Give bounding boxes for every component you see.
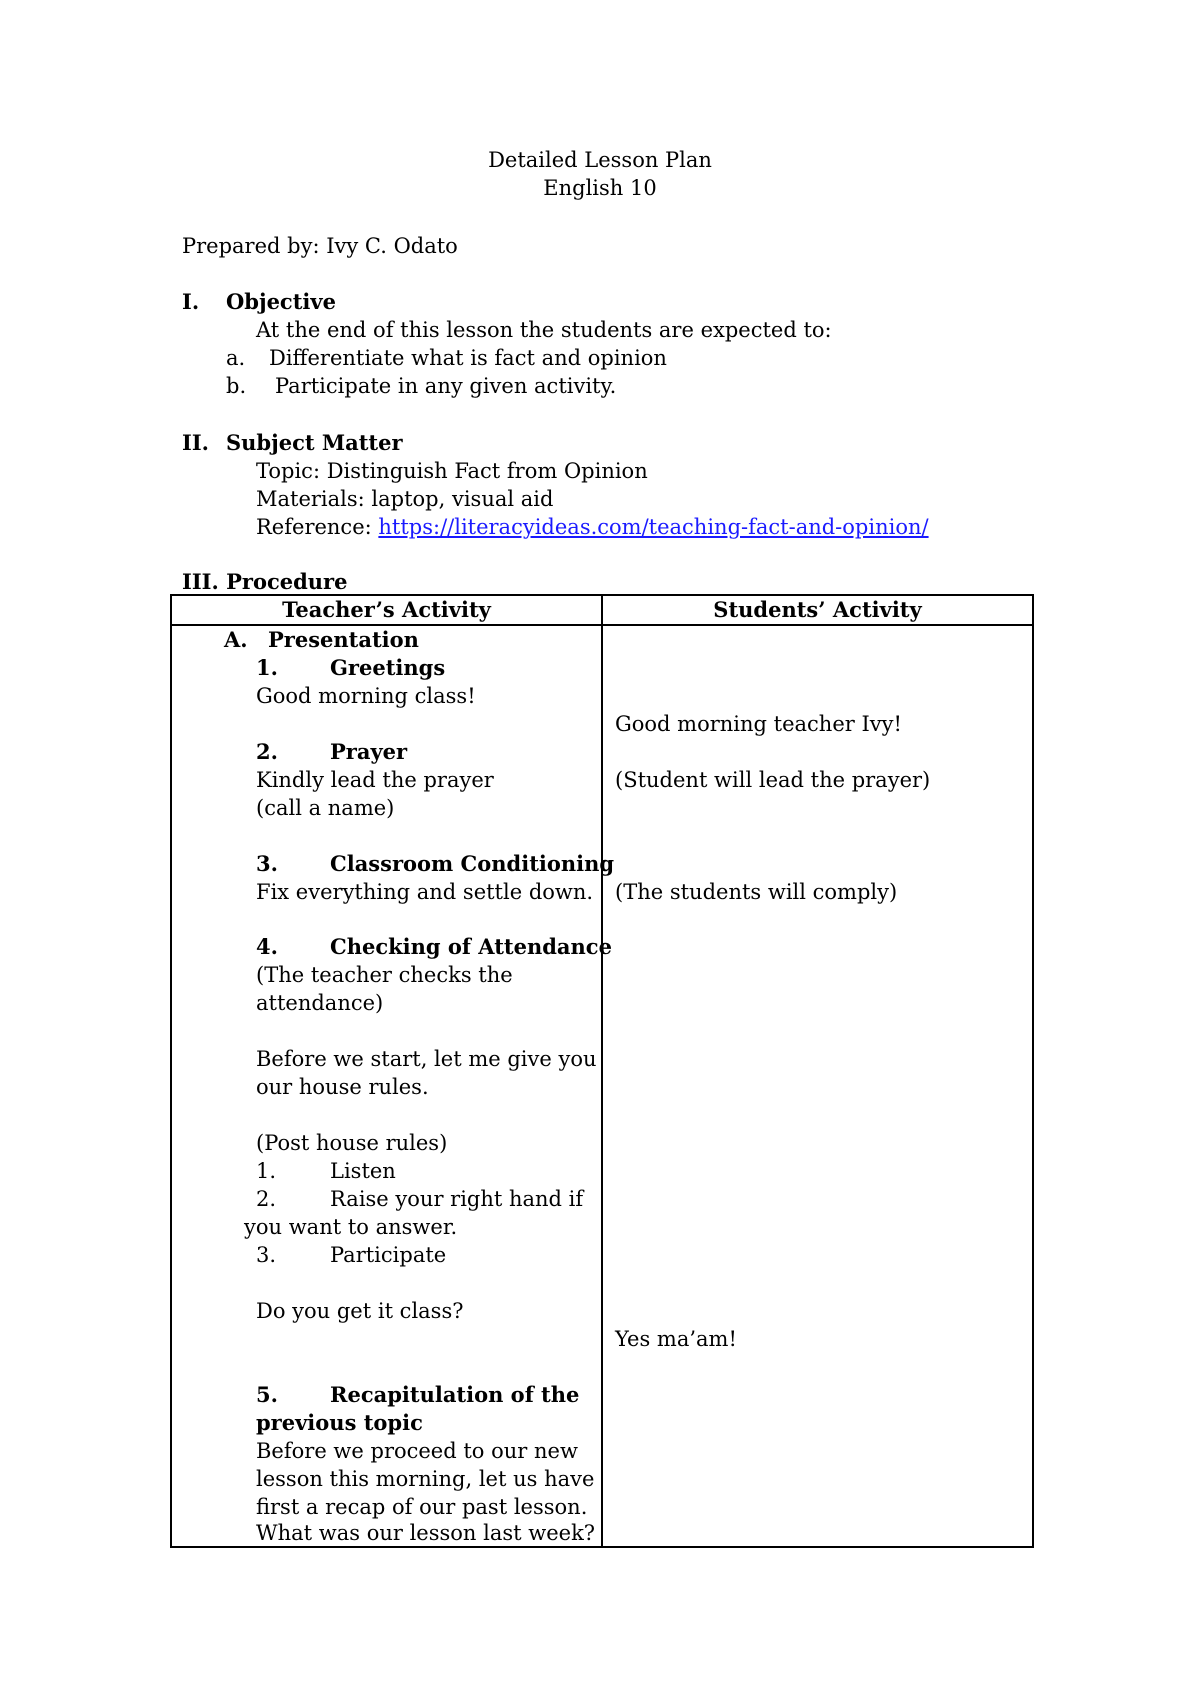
teacher-line: (Post house rules) xyxy=(256,1131,448,1155)
teacher-line: Kindly lead the prayer xyxy=(256,768,494,792)
rule-number: 2. xyxy=(256,1187,277,1211)
teacher-line: Fix everything and settle down. xyxy=(256,880,594,904)
step-number: 2. xyxy=(256,739,278,764)
step-number: 5. xyxy=(256,1382,278,1407)
step-title: Greetings xyxy=(330,655,446,680)
step-title: Classroom Conditioning xyxy=(330,851,615,876)
topic-line: Topic: Distinguish Fact from Opinion xyxy=(256,459,648,483)
prepared-by: Prepared by: Ivy C. Odato xyxy=(182,234,458,258)
step-title: Recapitulation of the xyxy=(330,1382,580,1407)
document-title: Detailed Lesson Plan xyxy=(488,148,712,172)
rule-text: Participate xyxy=(330,1243,447,1267)
column-header-teacher: Teacher’s Activity xyxy=(171,595,602,625)
rule-text: Listen xyxy=(330,1159,396,1183)
section-numeral-objective: I. xyxy=(182,289,200,314)
step-number: 3. xyxy=(256,851,278,876)
section-numeral-subject-matter: II. xyxy=(182,430,209,455)
teacher-line: our house rules. xyxy=(256,1075,429,1099)
objective-item-marker: a. xyxy=(226,346,246,370)
table-row xyxy=(171,625,1033,1547)
reference-line xyxy=(256,513,929,541)
rule-number: 3. xyxy=(256,1243,277,1267)
section-numeral-procedure xyxy=(182,568,347,596)
step-title: Checking of Attendance xyxy=(330,934,612,959)
rule-text: you want to answer. xyxy=(244,1215,458,1239)
reference-link[interactable]: https://literacyideas.com/teaching-fact-and-opinion/ xyxy=(378,515,929,539)
rule-number: 1. xyxy=(256,1159,277,1183)
materials-line: Materials: laptop, visual aid xyxy=(256,487,554,511)
step-number: 1. xyxy=(256,655,278,680)
step-number: 4. xyxy=(256,934,278,959)
column-header-students: Students’ Activity xyxy=(602,595,1033,625)
student-line: Good morning teacher Ivy! xyxy=(615,712,902,736)
section-marker: A. xyxy=(224,627,248,652)
rule-text: Raise your right hand if xyxy=(330,1187,584,1211)
step-title: Prayer xyxy=(330,739,408,764)
section-label: Presentation xyxy=(268,627,419,652)
teacher-line: Before we start, let me give you xyxy=(256,1047,597,1071)
teacher-line: Before we proceed to our new xyxy=(256,1439,578,1463)
objective-item: Participate in any given activity. xyxy=(275,374,617,398)
document-subject: English 10 xyxy=(543,176,657,200)
reference-label: Reference: xyxy=(256,515,379,539)
teacher-line: Good morning class! xyxy=(256,684,476,708)
students-activity-cell xyxy=(602,625,1033,1547)
section-heading-procedure: Procedure xyxy=(226,569,348,594)
student-line: (The students will comply) xyxy=(615,880,898,904)
teacher-line: (The teacher checks the xyxy=(256,963,513,987)
teacher-line: lesson this morning, let us have xyxy=(256,1467,595,1491)
objective-item-marker: b. xyxy=(226,374,247,398)
step-title: previous topic xyxy=(256,1410,423,1435)
teacher-line: Do you get it class? xyxy=(256,1299,464,1323)
teacher-line: attendance) xyxy=(256,991,384,1015)
section-heading-subject-matter: Subject Matter xyxy=(226,430,403,455)
objective-intro: At the end of this lesson the students are expected to: xyxy=(256,318,832,342)
section-heading-objective: Objective xyxy=(226,289,336,314)
student-line: Yes ma’am! xyxy=(615,1327,737,1351)
procedure-numeral: III. xyxy=(182,569,219,594)
teacher-line: first a recap of our past lesson. xyxy=(256,1495,588,1519)
teacher-line: (call a name) xyxy=(256,796,395,820)
procedure-table xyxy=(170,594,1034,1548)
table-header-row xyxy=(171,595,1033,625)
teacher-line: What was our lesson last week? xyxy=(256,1521,596,1545)
student-line: (Student will lead the prayer) xyxy=(615,768,931,792)
teacher-activity-cell xyxy=(171,625,615,1547)
objective-item: Differentiate what is fact and opinion xyxy=(269,346,667,370)
